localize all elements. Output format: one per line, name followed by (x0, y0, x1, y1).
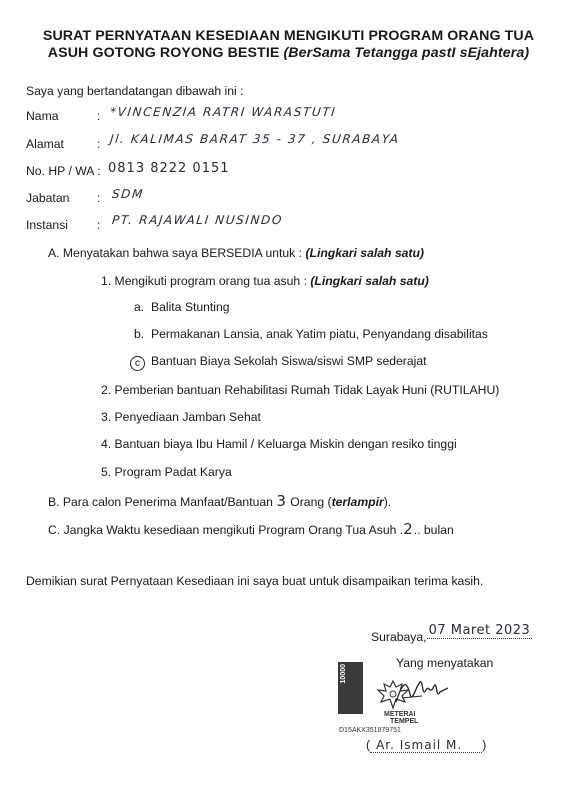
signer-title: Yang menyatakan (396, 656, 494, 670)
subitem-a (134, 300, 230, 314)
section-c (48, 520, 454, 538)
field-colon-nama: : (97, 109, 101, 123)
subitem-a-text: Balita Stunting (150, 300, 230, 314)
date-line (371, 623, 532, 646)
signature-icon (392, 676, 450, 710)
section-c-value: 2 (403, 520, 414, 538)
name-close: ) (482, 738, 487, 752)
field-colon-jabatan: : (97, 191, 101, 205)
section-c-suffix: .. bulan (413, 523, 454, 537)
section-a-text: A. Menyatakan bahwa saya BERSEDIA untuk : (48, 246, 306, 260)
field-label-nama: Nama (26, 109, 59, 123)
signer-name-line (366, 738, 486, 753)
title-prefix: ASUH GOTONG ROYONG BESTIE (47, 45, 284, 61)
document-title-line1: SURAT PERNYATAAN KESEDIAAN MENGIKUTI PROGRAM ORANG TUA (42, 28, 535, 44)
item-2: 2. Pemberian bantuan Rehabilitasi Rumah Tidak Layak Huni (RUTILAHU) (101, 383, 500, 397)
meterai-value: 10000 (340, 664, 347, 684)
intro-text: Saya yang bertandatangan dibawah ini : (26, 84, 244, 98)
document-title-line2 (0, 45, 577, 61)
field-value-instansi: PT. RAJAWALI NUSINDO (111, 213, 284, 227)
section-b-note: terlampir (331, 495, 384, 509)
field-colon-instansi: : (97, 218, 101, 232)
section-c-prefix: C. Jangka Waktu kesediaan mengikuti Program Orang Tua Asuh . (48, 523, 404, 537)
section-b-suffix: ). (383, 495, 392, 509)
field-value-nama: *VINCENZIA RATRI WARASTUTI (109, 105, 338, 119)
item-3: 3. Penyediaan Jamban Sehat (101, 410, 261, 424)
subitem-a-letter: a. (134, 300, 145, 314)
item-5: 5. Program Padat Karya (101, 465, 232, 479)
closing-text: Demikian surat Pernyataan Kesediaan ini saya buat untuk disampaikan terima kasih. (26, 574, 484, 588)
subitem-b-text: Permakanan Lansia, anak Yatim piatu, Penyandang disabilitas (150, 327, 488, 341)
field-label-instansi: Instansi (26, 218, 69, 232)
meterai-label: METERAI (384, 711, 416, 718)
name-open: ( (366, 738, 371, 752)
field-label-jabatan: Jabatan (26, 191, 70, 205)
subitem-c (130, 354, 427, 371)
field-value-jabatan: SDM (111, 187, 145, 201)
field-label-alamat: Alamat (26, 137, 64, 151)
subitem-c-text: Bantuan Biaya Sekolah Siswa/siswi SMP sederajat (151, 354, 427, 368)
item-1 (101, 274, 429, 288)
field-value-alamat: Jl. KALIMAS BARAT 35 - 37 , SURABAYA (109, 132, 401, 146)
meterai-serial: D15AKX351879751 (339, 727, 401, 734)
title-italic: (BerSama Tetangga pastI sEjahtera) (283, 45, 530, 61)
subitem-c-circled-letter: c (130, 356, 145, 371)
place: Surabaya, (371, 630, 427, 644)
section-a-note: (Lingkari salah satu) (305, 246, 424, 260)
subitem-b (134, 327, 488, 341)
subitem-b-letter: b. (134, 327, 145, 341)
section-b-value: 3 (276, 492, 287, 510)
field-colon-alamat: : (97, 137, 101, 151)
tempel-label: TEMPEL (390, 718, 419, 725)
section-b (48, 492, 391, 510)
section-b-prefix: B. Para calon Penerima Manfaat/Bantuan (48, 495, 277, 509)
signer-name: Ar. Ismail M. (370, 738, 482, 753)
field-value-nohp: 0813 8222 0151 (108, 161, 230, 176)
item-1-text: 1. Mengikuti program orang tua asuh : (101, 274, 311, 288)
item-4: 4. Bantuan biaya Ibu Hamil / Keluarga Miskin dengan resiko tinggi (101, 437, 457, 451)
date-value: 07 Maret 2023 (428, 623, 531, 638)
section-a (48, 246, 424, 260)
section-b-mid: Orang ( (286, 495, 332, 509)
item-1-note: (Lingkari salah satu) (310, 274, 429, 288)
field-label-nohp: No. HP / WA : (26, 164, 101, 178)
